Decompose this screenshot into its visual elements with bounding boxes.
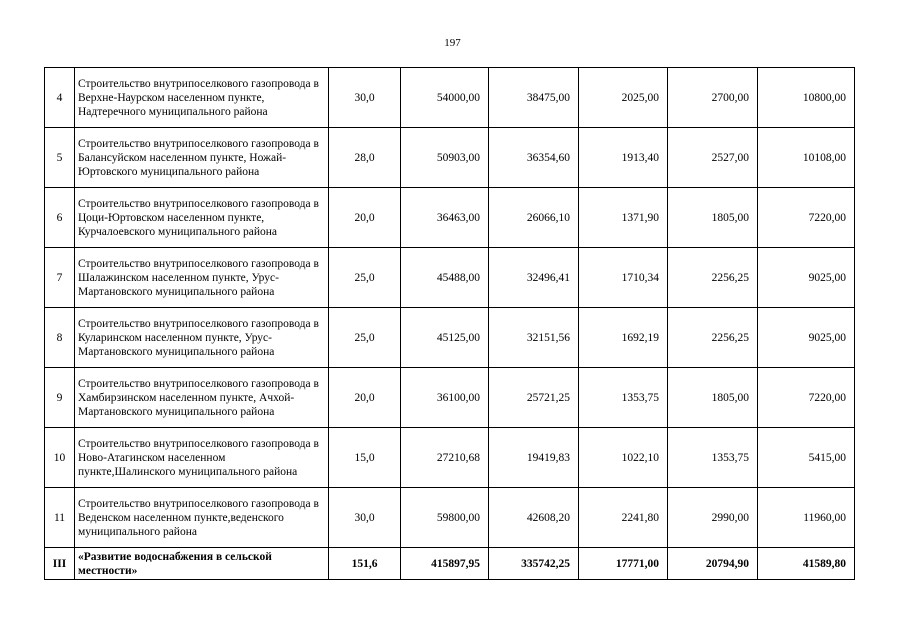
row-number: 6 xyxy=(45,188,75,248)
other-value: 9025,00 xyxy=(758,308,855,368)
federal-value: 32151,56 xyxy=(489,308,579,368)
federal-value: 19419,83 xyxy=(489,428,579,488)
federal-value: 36354,60 xyxy=(489,128,579,188)
other-value: 10800,00 xyxy=(758,68,855,128)
other-value: 11960,00 xyxy=(758,488,855,548)
republic-value: 1353,75 xyxy=(579,368,668,428)
municipal-value: 2256,25 xyxy=(668,248,758,308)
table-row xyxy=(45,188,855,248)
object-name: Строительство внутрипоселкового газопровода в Верхне-Наурском населенном пункте, Надтеречного муниципального района xyxy=(75,68,329,128)
length-value: 20,0 xyxy=(329,368,401,428)
table-row xyxy=(45,128,855,188)
object-name: Строительство внутрипоселкового газопровода в Балансуйском населенном пункте, Ножай-Юртовского муниципального района xyxy=(75,128,329,188)
object-name: Строительство внутрипоселкового газопровода в Куларинском населенном пункте, Урус-Мартановского муниципального района xyxy=(75,308,329,368)
republic-value: 1692,19 xyxy=(579,308,668,368)
municipal-value: 1353,75 xyxy=(668,428,758,488)
row-number: 8 xyxy=(45,308,75,368)
republic-value: 1022,10 xyxy=(579,428,668,488)
municipal-value: 2700,00 xyxy=(668,68,758,128)
republic-value: 1913,40 xyxy=(579,128,668,188)
length-value: 30,0 xyxy=(329,68,401,128)
other-value: 9025,00 xyxy=(758,248,855,308)
object-name: Строительство внутрипоселкового газопровода в Шалажинском населенном пункте, Урус-Мартановского муниципального района xyxy=(75,248,329,308)
table-row xyxy=(45,428,855,488)
row-number: 11 xyxy=(45,488,75,548)
object-name: Строительство внутрипоселкового газопровода в Хамбирзинском населенном пункте, Ачхой-Мартановского муниципального района xyxy=(75,368,329,428)
other-value: 7220,00 xyxy=(758,368,855,428)
municipal-value: 2256,25 xyxy=(668,308,758,368)
total-other-value: 41589,80 xyxy=(758,548,855,580)
row-number: 4 xyxy=(45,68,75,128)
length-value: 25,0 xyxy=(329,308,401,368)
object-name: Строительство внутрипоселкового газопровода в Веденском населенном пункте,веденского муниципального района xyxy=(75,488,329,548)
other-value: 10108,00 xyxy=(758,128,855,188)
total-value: 27210,68 xyxy=(401,428,489,488)
municipal-value: 2527,00 xyxy=(668,128,758,188)
length-value: 28,0 xyxy=(329,128,401,188)
row-number: 9 xyxy=(45,368,75,428)
federal-value: 42608,20 xyxy=(489,488,579,548)
table-row xyxy=(45,68,855,128)
table-row xyxy=(45,308,855,368)
municipal-value: 2990,00 xyxy=(668,488,758,548)
section-number: III xyxy=(45,548,75,580)
budget-table xyxy=(44,67,855,580)
total-row xyxy=(45,548,855,580)
total-value: 45488,00 xyxy=(401,248,489,308)
municipal-value: 1805,00 xyxy=(668,188,758,248)
total-length-value: 151,6 xyxy=(329,548,401,580)
total-republic-value: 17771,00 xyxy=(579,548,668,580)
republic-value: 1371,90 xyxy=(579,188,668,248)
federal-value: 26066,10 xyxy=(489,188,579,248)
table-row xyxy=(45,488,855,548)
row-number: 5 xyxy=(45,128,75,188)
republic-value: 2241,80 xyxy=(579,488,668,548)
total-federal-value: 335742,25 xyxy=(489,548,579,580)
federal-value: 38475,00 xyxy=(489,68,579,128)
municipal-value: 1805,00 xyxy=(668,368,758,428)
object-name: Строительство внутрипоселкового газопровода в Цоци-Юртовском населенном пункте, Курчалоевского муниципального района xyxy=(75,188,329,248)
row-number: 7 xyxy=(45,248,75,308)
other-value: 7220,00 xyxy=(758,188,855,248)
length-value: 20,0 xyxy=(329,188,401,248)
total-value: 45125,00 xyxy=(401,308,489,368)
total-value: 36100,00 xyxy=(401,368,489,428)
length-value: 30,0 xyxy=(329,488,401,548)
table-row xyxy=(45,248,855,308)
grand-total-value: 415897,95 xyxy=(401,548,489,580)
page-number: 197 xyxy=(444,37,461,49)
other-value: 5415,00 xyxy=(758,428,855,488)
length-value: 15,0 xyxy=(329,428,401,488)
federal-value: 32496,41 xyxy=(489,248,579,308)
total-municipal-value: 20794,90 xyxy=(668,548,758,580)
total-value: 54000,00 xyxy=(401,68,489,128)
total-value: 59800,00 xyxy=(401,488,489,548)
total-value: 36463,00 xyxy=(401,188,489,248)
total-value: 50903,00 xyxy=(401,128,489,188)
table-row xyxy=(45,368,855,428)
republic-value: 1710,34 xyxy=(579,248,668,308)
length-value: 25,0 xyxy=(329,248,401,308)
object-name: Строительство внутрипоселкового газопровода в Ново-Атагинском населенном пункте,Шалинского муниципального района xyxy=(75,428,329,488)
federal-value: 25721,25 xyxy=(489,368,579,428)
section-title: «Развитие водоснабжения в сельской местности» xyxy=(75,548,329,580)
republic-value: 2025,00 xyxy=(579,68,668,128)
row-number: 10 xyxy=(45,428,75,488)
